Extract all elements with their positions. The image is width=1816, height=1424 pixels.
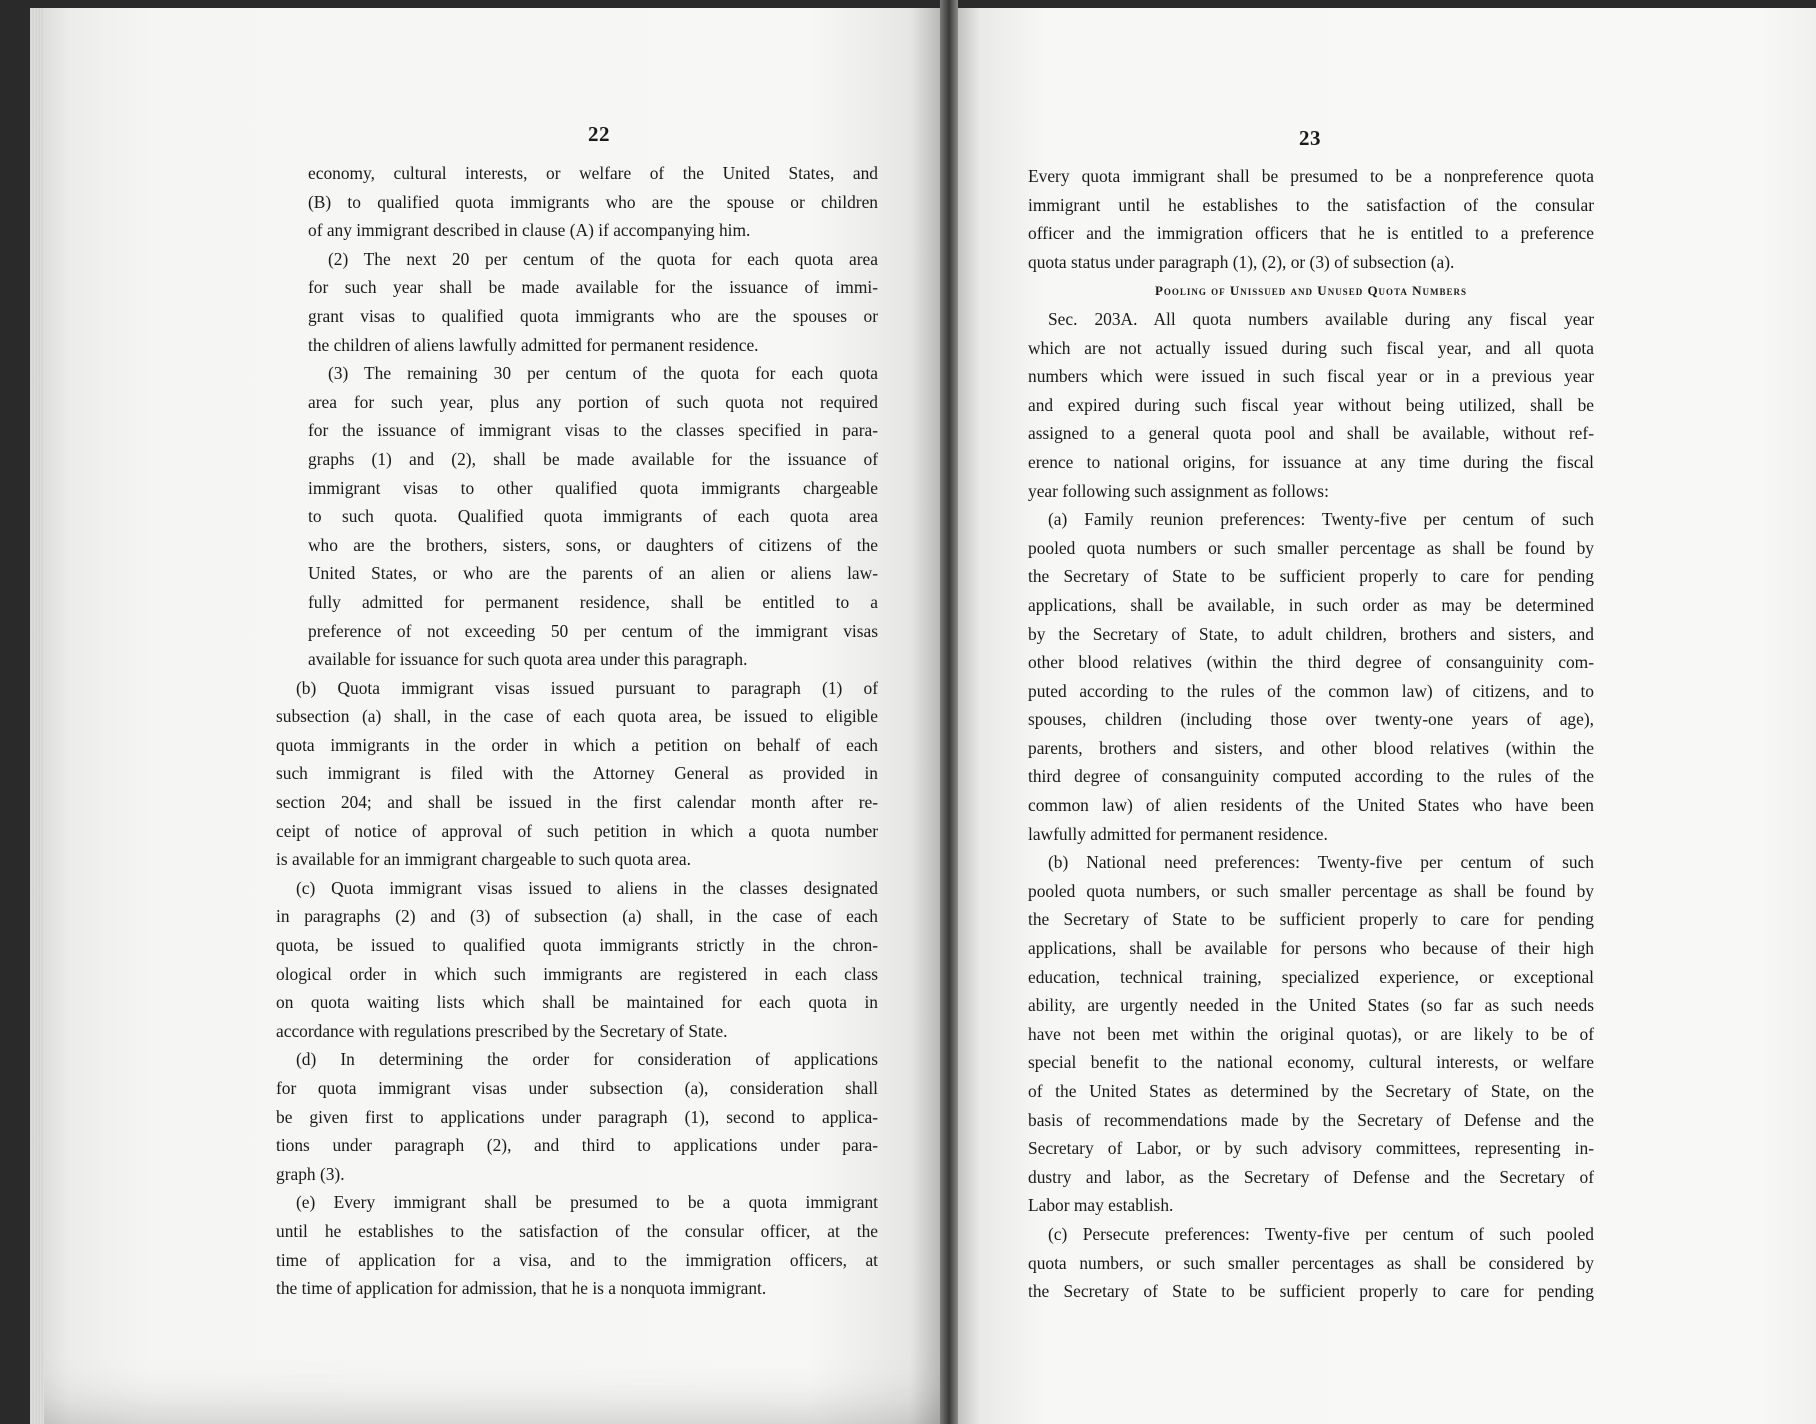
text-line: quota immigrants in the order in which a petition on behalf of each [276, 734, 878, 755]
text-line: the Secretary of State to be sufficient properly to care for pending [1028, 909, 1594, 930]
text-line: area for such year, plus any portion of such quota not required [308, 391, 878, 412]
text-line: time of application for a visa, and to the immigration officers, at [276, 1249, 878, 1270]
text-line: (3) The remaining 30 per centum of the quota for each quota [328, 363, 878, 384]
section-203a-text [1028, 305, 1594, 1306]
text-line: of any immigrant described in clause (A) if accompanying him. [308, 220, 751, 241]
right-page-continuation [1028, 162, 1594, 276]
text-line: tions under paragraph (2), and third to applications under para- [276, 1135, 878, 1156]
text-line: Sec. 203A. All quota numbers available during any fiscal year [1048, 308, 1594, 329]
text-line: applications, shall be available, in such order as may be determined [1028, 594, 1594, 615]
text-line: Secretary of Labor, or by such advisory committees, representing in- [1028, 1138, 1594, 1159]
text-line: fully admitted for permanent residence, shall be entitled to a [308, 591, 878, 612]
text-line: in paragraphs (2) and (3) of subsection (a) shall, in the case of each [276, 906, 878, 927]
text-line: basis of recommendations made by the Secretary of Defense and the [1028, 1109, 1594, 1130]
text-line: for such year shall be made available for the issuance of immi- [308, 277, 878, 298]
text-line: Labor may establish. [1028, 1195, 1174, 1216]
text-line: preference of not exceeding 50 per centum of the immigrant visas [308, 620, 878, 641]
text-line: (B) to qualified quota immigrants who are the spouse or children [308, 191, 878, 212]
text-line: ceipt of notice of approval of such petition in which a quota number [276, 820, 878, 841]
text-line: immigrant visas to other qualified quota immigrants chargeable [308, 477, 878, 498]
text-line: available for issuance for such quota area under this paragraph. [308, 649, 748, 670]
text-line: have not been met within the original quotas), or are likely to be of [1028, 1023, 1594, 1044]
text-line: until he establishes to the satisfaction of the consular officer, at the [276, 1220, 878, 1241]
book-gutter [940, 0, 958, 1424]
text-line: applications, shall be available for persons who because of their high [1028, 938, 1594, 959]
text-line: and expired during such fiscal year without being utilized, shall be [1028, 394, 1594, 415]
text-line: subsection (a) shall, in the case of each quota area, be issued to eligible [276, 706, 878, 727]
text-line: ological order in which such immigrants are registered in each class [276, 963, 878, 984]
text-line: pooled quota numbers or such smaller percentage as shall be found by [1028, 537, 1594, 558]
text-line: United States, or who are the parents of an alien or aliens law- [308, 563, 878, 584]
text-line: parents, brothers and sisters, and other blood relatives (within the [1028, 737, 1594, 758]
text-line: other blood relatives (within the third degree of consanguinity com- [1028, 652, 1594, 673]
right-page-text [1028, 162, 1594, 1306]
text-line: numbers which were issued in such fiscal year or in a previous year [1028, 366, 1594, 387]
text-line: accordance with regulations prescribed by the Secretary of State. [276, 1020, 728, 1041]
text-line: on quota waiting lists which shall be maintained for each quota in [276, 992, 878, 1013]
text-line: immigrant until he establishes to the satisfaction of the consular [1028, 194, 1594, 215]
text-line: education, technical training, specialized experience, or exceptional [1028, 966, 1594, 987]
text-line: to such quota. Qualified quota immigrants of each quota area [308, 506, 878, 527]
text-line: quota numbers, or such smaller percentages as shall be considered by [1028, 1252, 1594, 1273]
text-line: spouses, children (including those over twenty-one years of age), [1028, 709, 1594, 730]
text-line: (d) In determining the order for consideration of applications [296, 1049, 878, 1070]
text-line: for quota immigrant visas under subsection (a), consideration shall [276, 1078, 878, 1098]
text-line: special benefit to the national economy, cultural interests, or welfare [1028, 1052, 1594, 1073]
text-line: dustry and labor, as the Secretary of Defense and the Secretary of [1028, 1166, 1594, 1187]
text-line: for the issuance of immigrant visas to the classes specified in para- [308, 420, 878, 441]
text-line: quota, be issued to qualified quota immigrants strictly in the chron- [276, 935, 878, 956]
text-line: third degree of consanguinity computed according to the rules of the [1028, 766, 1594, 787]
text-line: economy, cultural interests, or welfare of the United States, and [308, 163, 878, 183]
text-line: erence to national origins, for issuance at any time during the fiscal [1028, 451, 1594, 472]
text-line: (2) The next 20 per centum of the quota for each quota area [328, 248, 878, 269]
text-line: who are the brothers, sisters, sons, or daughters of citizens of the [308, 534, 878, 555]
text-line: officer and the immigration officers that he is entitled to a preference [1028, 223, 1594, 244]
text-line: Every quota immigrant shall be presumed to be a nonpreference quota [1028, 166, 1594, 186]
page-edge-stack [30, 8, 44, 1424]
text-line: ability, are urgently needed in the United States (so far as such needs [1028, 995, 1594, 1016]
text-line: such immigrant is filed with the Attorney General as provided in [276, 763, 878, 784]
left-page-text [276, 159, 878, 1303]
text-line: is available for an immigrant chargeable to such quota area. [276, 849, 691, 870]
text-line: assigned to a general quota pool and shall be available, without ref- [1028, 423, 1594, 444]
text-line: the children of aliens lawfully admitted for permanent residence. [308, 334, 759, 355]
text-line: grant visas to qualified quota immigrants who are the spouses or [308, 305, 878, 326]
text-line: year following such assignment as follows: [1028, 480, 1329, 501]
text-line: of the United States as determined by the Secretary of State, on the [1028, 1081, 1594, 1101]
text-line: graph (3). [276, 1163, 345, 1184]
text-line: (c) Persecute preferences: Twenty-five per centum of such pooled [1048, 1223, 1594, 1244]
text-line: common law) of alien residents of the United States who have been [1028, 795, 1594, 816]
text-line: the Secretary of State to be sufficient properly to care for pending [1028, 1281, 1594, 1302]
text-line: graphs (1) and (2), shall be made available for the issuance of [308, 448, 878, 469]
text-line: quota status under paragraph (1), (2), or (3) of subsection (a). [1028, 251, 1455, 272]
text-line: section 204; and shall be issued in the first calendar month after re- [276, 792, 878, 813]
text-line: which are not actually issued during such fiscal year, and all quota [1028, 337, 1594, 358]
text-line: be given first to applications under paragraph (1), second to applica- [276, 1106, 878, 1127]
text-line: (c) Quota immigrant visas issued to aliens in the classes designated [296, 877, 878, 898]
left-page-number: 22 [588, 122, 610, 146]
text-line: the time of application for admission, that he is a nonquota immigrant. [276, 1278, 767, 1299]
text-line: by the Secretary of State, to adult children, brothers and sisters, and [1028, 623, 1594, 644]
text-line: (b) National need preferences: Twenty-five per centum of such [1048, 852, 1594, 873]
text-line: lawfully admitted for permanent residence. [1028, 823, 1328, 844]
text-line: puted according to the rules of the common law) of citizens, and to [1028, 680, 1594, 701]
text-line: the Secretary of State to be sufficient properly to care for pending [1028, 566, 1594, 587]
text-line: (e) Every immigrant shall be presumed to be a quota immigrant [296, 1192, 878, 1213]
text-line: (b) Quota immigrant visas issued pursuant to paragraph (1) of [296, 677, 878, 698]
right-page-number: 23 [1299, 126, 1321, 150]
text-line: (a) Family reunion preferences: Twenty-five per centum of such [1048, 509, 1594, 530]
section-heading: Pooling of Unissued and Unused Quota Numbers [1154, 283, 1468, 299]
text-line: pooled quota numbers, or such smaller percentage as shall be found by [1028, 880, 1594, 901]
